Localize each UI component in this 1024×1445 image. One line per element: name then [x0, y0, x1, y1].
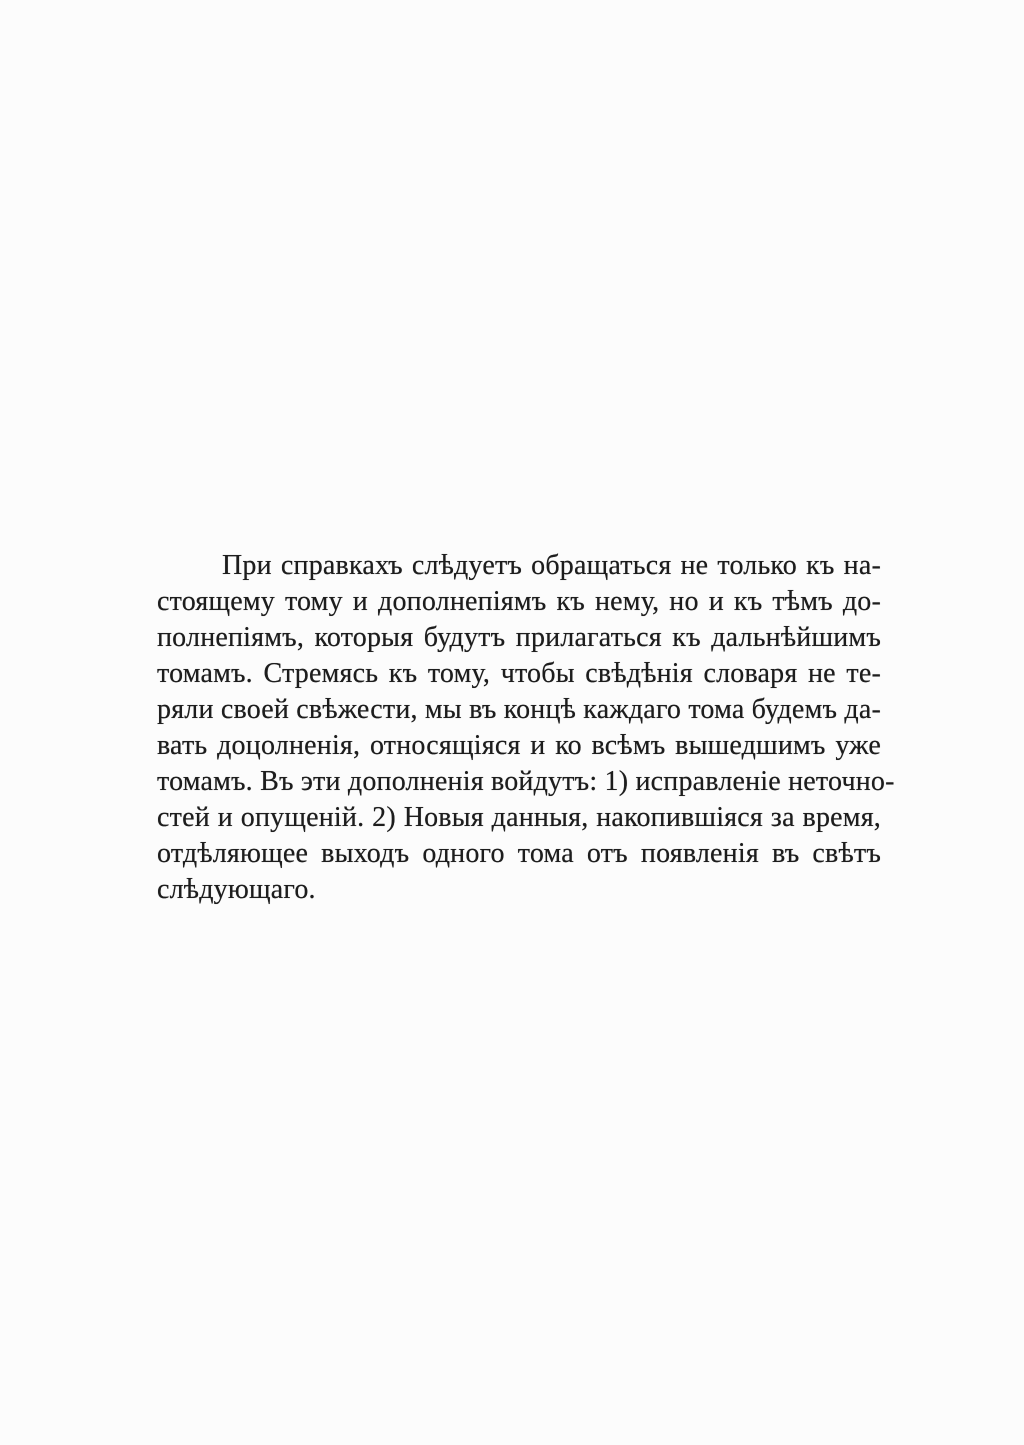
- text-line: слѣдующаго.: [157, 874, 316, 905]
- text-line: вать доцолненія, относящіяся и ко всѣмъ вышедшимъ уже: [157, 730, 881, 761]
- text-line: полнепіямъ, которыя будутъ прилагаться къ дальнѣйшимъ: [157, 622, 881, 653]
- text-line: отдѣляющее выходъ одного тома отъ появленія въ свѣтъ: [157, 838, 881, 869]
- text-line: томамъ. Въ эти дополненія войдутъ: 1) исправленіе неточно-: [157, 766, 895, 797]
- text-line: ряли своей свѣжести, мы въ концѣ каждаго тома будемъ да-: [157, 694, 881, 725]
- text-line: При справкахъ слѣдуетъ обращаться не только къ на-: [222, 550, 881, 581]
- text-line: стоящему тому и дополнепіямъ къ нему, но и къ тѣмъ до-: [157, 586, 881, 617]
- text-line: томамъ. Стремясь къ тому, чтобы свѣдѣнія словаря не те-: [157, 658, 881, 689]
- paragraph: [157, 548, 895, 908]
- text-line: стей и опущеній. 2) Новыя данныя, накопившіяся за время,: [157, 802, 881, 833]
